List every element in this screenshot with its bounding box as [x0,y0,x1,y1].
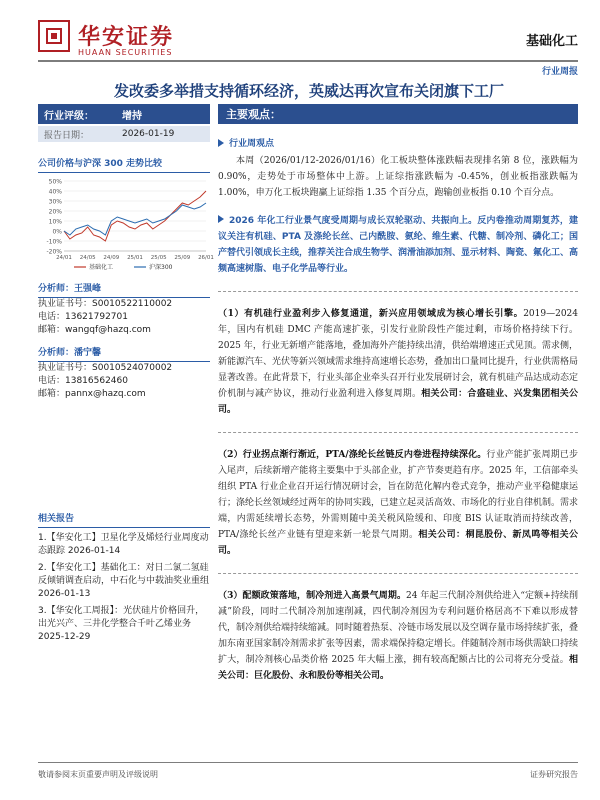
x-tick-label: 24/09 [103,255,120,261]
related-divider [38,527,210,528]
point-3 [218,573,578,684]
related-report-1-text[interactable]: 1.【华安化工】卫星化学及烯烃行业周度动态跟踪 [38,533,209,556]
point-2-body: 行业产能扩张周期已步入尾声，后续新增产能将主要集中于头部企业，扩产节奏更趋有序。2025 年，工信部牵头组织 PTA 行业企业召开运行情况研讨会，旨在防范化解内卷式竞争，推动产业平稳健康运行；涤纶长丝领域经过两年的协同实践，已建立起灵活高效、市场化的行业自律机制。需求端，内需延续增长态势，外需则随中美关税风险缓和、印度 BIS 认证取消而持续改善，PTA/涤纶长丝产业链有望迎来新一轮景气周期。 [218,450,579,540]
brand-name-cn: 华安证券 [78,24,175,50]
related-report-3[interactable] [38,605,210,644]
analyst-2-name: 分析师：潘宁馨 [38,348,102,358]
analyst-2-email[interactable]: 邮箱：pannx@hazq.com [38,389,146,399]
analyst-1-name: 分析师：王强峰 [38,284,102,294]
point-1-body: 2019—2024 年，国内有机硅 DMC 产能高速扩张，引发行业阶段性产能过剩，市场价格持续下行。2025 年，行业无新增产能落地，叠加海外产能持续出清，供给端增速正式见顶。需求侧，新能源汽车、光伏等新兴领域需求维持高速增长态势，叠加出口量同比提升，行业供需格局显著改善。在此背景下，行业头部企业牵头召开行业发展研讨会，就有机硅产品达成动态定价机制与减产协议，推动行业盈利进入修复周期。 [218,309,579,399]
related-report-3-text[interactable]: 3.【华安化工周报】：光伏硅片价格回升，出光兴产、三井化学整合千叶乙烯业务 [38,606,205,629]
series-line-2 [64,203,206,235]
related-report-2[interactable] [38,562,210,601]
date-row [38,126,210,142]
x-tick-label: 24/05 [79,255,96,261]
outlook-text [218,213,578,277]
point-2 [218,432,578,559]
y-tick-label: 50% [48,178,62,186]
y-tick-label: 30% [48,198,62,206]
legend-label-2: 沪深300 [149,264,173,271]
point-2-companies: 相关公司：桐昆股份、新凤鸣等相关公司。 [218,530,578,556]
point-1-lead: （1）有机硅行业盈利步入修复通道，新兴应用领域成为核心增长引擎。 [218,309,524,319]
point-1 [218,291,578,418]
rating-label: 行业评级： [44,110,94,122]
report-header [0,0,600,78]
chart-title: 公司价格与沪深 300 走势比较 [38,159,163,169]
point-3-body: 24 年起三代制冷剂供给进入“定额+持续削减”阶段，同时二代制冷剂加速削减，四代制冷剂因为专利问题价格居高不下难以形成替代，制冷剂供给端持续缩减。同时随着热泵、冷链市场发展以及空调存量市场持续扩张，叠加东南亚国家制冷剂需求扩张等因素，需求端保持稳定增长。伴随制冷剂市场供需缺口持续扩大，制冷剂核心品类价格 2025 年大幅上涨，拥有较高配额占比的公司将充分受益。 [218,591,579,665]
y-tick-label: 20% [48,208,62,216]
y-tick-label: 10% [48,218,62,226]
point-2-lead: （2）行业拐点渐行渐近，PTA/涤纶长丝链反内卷进程持续深化。 [218,450,487,460]
related-report-3-date: 2025-12-29 [38,632,91,642]
y-tick-label: -20% [46,248,62,256]
report-type: 行业周报 [541,67,578,77]
weekly-view-title: 行业周观点 [229,139,275,149]
brand-name-en: HUAAN SECURITIES [78,48,173,57]
price-chart-svg [38,177,214,273]
analyst-1-cert: 执业证书号：S0010522110002 [38,299,173,309]
series-line-1 [64,191,206,241]
summary-bar: 主要观点： [218,104,578,124]
date-label: 报告日期： [44,130,90,141]
y-tick-label: 0% [52,228,62,236]
footer-disclaimer[interactable]: 敬请参阅末页重要声明及评级说明 [38,770,158,779]
rating-value: 增持 [122,110,142,122]
footer-doc-type: 证券研究报告 [530,770,578,779]
industry-tag: 基础化工 [525,34,578,49]
point-3-lead: （3）配额政策落地，制冷剂进入高景气周期。 [218,591,407,601]
related-report-1-date: 2026-01-14 [67,546,121,556]
legend-label-1: 基础化工 [89,264,114,271]
x-tick-label: 24/01 [56,255,72,261]
point-1-companies: 相关公司：合盛硅业、兴发集团相关公司。 [218,389,578,415]
analyst-2-cert: 执业证书号：S0010524070002 [38,363,173,373]
x-tick-label: 25/09 [174,255,191,261]
bullet-arrow-icon [218,139,224,147]
left-sidebar [38,104,214,644]
weekly-view-text: 本周（2026/01/12-2026/01/16）化工板块整体涨跌幅表现排名第 8 位，涨跌幅为 0.90%，走势处于市场整体中上游。上证综指涨跌幅为 -0.45%，创业板指涨跌幅为 1.00%，申万化工板块跑赢上证综指 1.35 个百分点，跑输创业板指 0.10 个百分点。 [218,156,578,198]
related-report-2-text[interactable]: 2.【华安化工】基础化工：对日二氯二氢硅反倾销调查启动，中石化与中载油奖业重组 [38,563,210,586]
header-divider [38,60,578,62]
bullet-arrow-icon [218,215,224,223]
related-report-1[interactable] [38,532,210,558]
analyst-1-email[interactable]: 邮箱：wangqf@hazq.com [38,325,151,335]
page-footer [38,762,578,782]
brand-logo-icon [38,20,70,52]
date-value: 2026-01-19 [122,129,175,139]
y-tick-label: 40% [48,188,62,196]
point-3-companies: 相关公司：巨化股份、永和股份等相关公司。 [218,655,578,681]
related-report-2-date: 2026-01-13 [38,589,91,599]
analyst-1-phone: 电话：13621792701 [38,312,128,322]
x-tick-label: 26/01 [198,255,214,261]
rating-row [38,104,210,124]
analyst-2-phone: 电话：13816562460 [38,376,128,386]
chart-divider [38,172,210,173]
x-tick-label: 25/01 [127,255,143,261]
x-tick-label: 25/05 [150,255,167,261]
y-tick-label: -10% [46,238,62,246]
outlook-body: 2026 年化工行业景气度受周期与成长双轮驱动、共振向上。反内卷推动周期复苏，建议关注有机硅、PTA 及涤纶长丝、己内酰胺、氨纶、维生素、代糖、制冷剂、磷化工；国产替代引领成长主线，推荐关注合成生物学、润滑油添加剂、显示材料、陶瓷、氟化工、高频高速树脂、电子化学品等行业。 [218,216,579,274]
related-reports-title: 相关报告 [38,514,75,524]
weekly-view-head [218,136,578,149]
report-title: 发改委多举措支持循环经济，英威达再次宣布关闭旗下工厂 [113,82,504,100]
price-chart [38,177,214,273]
main-content [218,104,578,684]
